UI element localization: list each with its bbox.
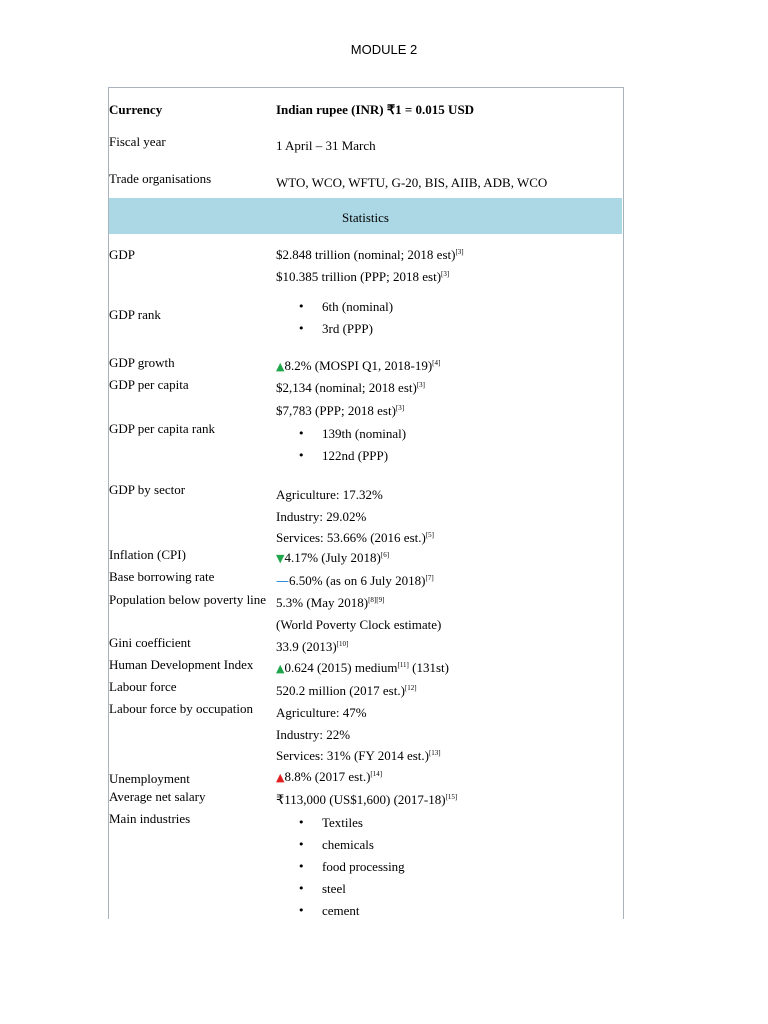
trade-orgs-value: WTO, WCO, WFTU, G-20, BIS, AIIB, ADB, WCO	[276, 175, 548, 190]
fiscal-year-label: Fiscal year	[109, 134, 166, 149]
gdp-growth-label: GDP growth	[109, 355, 175, 370]
gdp-per-capita-rank-label: GDP per capita rank	[109, 421, 216, 436]
sector-services: Services: 53.66% (2016 est.)[5]	[276, 530, 435, 545]
up-arrow-icon: ▲	[276, 360, 285, 373]
labour-force-label: Labour force	[109, 679, 177, 694]
inflation-label: Inflation (CPI)	[109, 547, 186, 562]
gdp-by-sector-label: GDP by sector	[109, 482, 186, 497]
occupation-services: Services: 31% (FY 2014 est.)[13]	[276, 748, 441, 763]
unemployment-label: Unemployment	[109, 771, 190, 786]
poverty-note: (World Poverty Clock estimate)	[276, 617, 442, 632]
gdp-per-capita-label: GDP per capita	[109, 377, 189, 392]
industries-label: Main industries	[109, 811, 191, 826]
currency-label: Currency	[109, 102, 163, 117]
fiscal-year-value: 1 April – 31 March	[276, 138, 376, 153]
page-title: MODULE 2	[350, 42, 418, 57]
statistics-header	[109, 198, 622, 234]
labour-force-value: 520.2 million (2017 est.)[12]	[276, 683, 417, 698]
base-rate-label: Base borrowing rate	[109, 569, 215, 584]
gdp-per-capita-nominal: $2,134 (nominal; 2018 est)[3]	[276, 380, 425, 395]
down-arrow-icon: ▼	[276, 552, 285, 565]
gdp-per-capita-ppp: $7,783 (PPP; 2018 est)[3]	[276, 403, 405, 418]
hdi-label: Human Development Index	[109, 657, 254, 672]
labour-occupation-label: Labour force by occupation	[109, 701, 254, 716]
gdp-label: GDP	[109, 247, 136, 262]
gdp-ppp: $10.385 trillion (PPP; 2018 est)[3]	[276, 269, 450, 284]
gini-value: 33.9 (2013)[10]	[276, 639, 349, 654]
salary-label: Average net salary	[109, 789, 206, 804]
statistics-label: Statistics	[342, 210, 389, 225]
poverty-label: Population below poverty line	[109, 592, 267, 607]
gini-label: Gini coefficient	[109, 635, 191, 650]
up-arrow-icon: ▲	[276, 662, 285, 675]
unemployment-value: ▲8.8% (2017 est.)[14]	[276, 769, 383, 784]
gdp-nominal: $2.848 trillion (nominal; 2018 est)[3]	[276, 247, 464, 262]
sector-industry: Industry: 29.02%	[276, 509, 367, 524]
up-arrow-icon: ▲	[276, 771, 285, 784]
occupation-agriculture: Agriculture: 47%	[276, 705, 367, 720]
occupation-industry: Industry: 22%	[276, 727, 351, 742]
trade-orgs-label: Trade organisations	[109, 171, 212, 186]
salary-value: ₹113,000 (US$1,600) (2017-18)[15]	[276, 792, 458, 807]
hdi-value: ▲0.624 (2015) medium[11] (131st)	[276, 660, 449, 675]
gdp-growth-value: ▲8.2% (MOSPI Q1, 2018-19)[4]	[276, 358, 441, 373]
gdp-rank-label: GDP rank	[109, 307, 161, 322]
inflation-value: ▼4.17% (July 2018)[6]	[276, 550, 390, 565]
base-rate-value: —6.50% (as on 6 July 2018)[7]	[276, 573, 434, 589]
poverty-value: 5.3% (May 2018)[8][9]	[276, 595, 385, 610]
steady-dash-icon: —	[276, 574, 289, 589]
sector-agriculture: Agriculture: 17.32%	[276, 487, 383, 502]
currency-value: Indian rupee (INR) ₹1 = 0.015 USD	[276, 102, 475, 117]
